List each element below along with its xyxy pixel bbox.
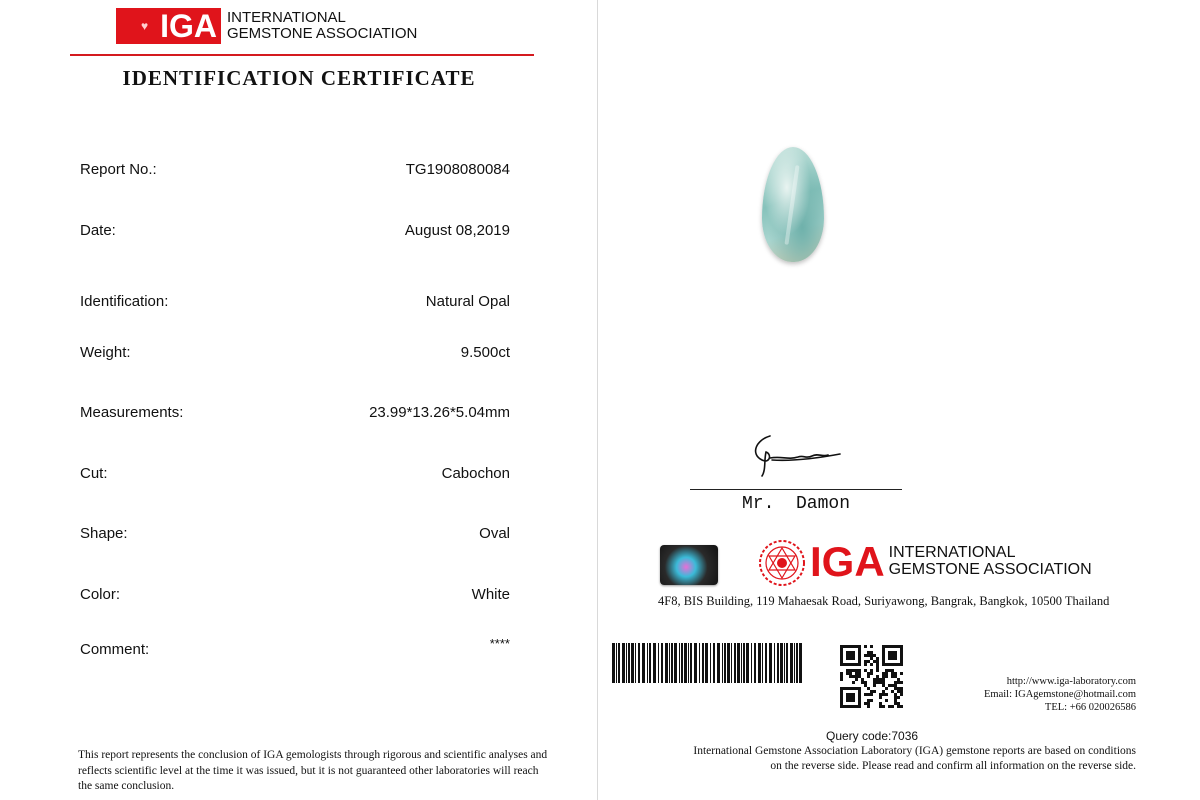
field-value: Oval [479,525,510,542]
field-label: Report No.: [80,161,157,178]
field-label: Identification: [80,293,169,310]
field-value: TG1908080084 [405,161,510,178]
field-label: Shape: [80,525,128,542]
hologram-sticker [660,545,718,585]
logo-abbr: IGA [810,538,885,585]
iga-logo-footer [810,540,1092,584]
signature-line [690,489,902,490]
disclaimer-text: This report represents the conclusion of IGA gemologists through rigorous and scientific analyses and reflects scientific level at the time it was issued, but it is not guaranteed other laboratories will reach the same conclusion. [78,749,548,793]
field-label: Date: [80,222,116,239]
lab-address: 4F8, BIS Building, 119 Mahaesak Road, Suriyawong, Bangrak, Bangkok, 10500 Thailand [658,594,1110,608]
field-value: **** [489,636,510,651]
field-value: August 08,2019 [404,222,510,239]
logo-line-1: INTERNATIONAL [227,9,346,27]
field-label: Comment: [80,641,150,658]
lab-contact [930,675,1136,714]
logo-wordmark [889,545,1092,579]
field-value: White [471,586,510,603]
field-label: Color: [80,586,121,603]
field-label: Measurements: [80,404,184,421]
field-label: Cut: [80,465,108,482]
iga-logo-box [116,8,221,44]
barcode-icon [612,643,802,683]
field-value: 23.99*13.26*5.04mm [369,404,510,421]
iga-seal-icon [757,538,807,588]
field-value: Cabochon [441,465,510,482]
certificate-left-page [0,0,598,800]
logo-line-2: GEMSTONE ASSOCIATION [227,25,418,42]
iga-logo-header [116,8,417,44]
query-code: Query code:7036 [826,729,919,743]
logo-line-2: GEMSTONE ASSOCIATION [888,561,1092,578]
field-value: 9.500ct [460,344,510,361]
logo-line-1: INTERNATIONAL [888,544,1016,562]
telephone-text: TEL: +66 020026586 [1044,702,1136,713]
field-label: Weight: [80,344,131,361]
qr-code-icon [838,644,906,710]
field-value: Natural Opal [425,293,510,310]
website-text: http://www.iga-laboratory.com [1006,676,1136,687]
reverse-side-notice: International Gemstone Association Laboratory (IGA) gemstone reports are based on conditions on the reverse side. Please read and confirm all information on the reverse side. [693,745,1136,772]
logo-wordmark [227,10,417,42]
signature-mark [748,430,848,480]
email-text: Email: IGAgemstone@hotmail.com [984,689,1136,700]
certificate-title: IDENTIFICATION CERTIFICATE [122,66,476,90]
iga-logo-box [810,540,885,584]
heart-icon: ♥ [140,19,149,33]
signatory-name: Mr. Damon [741,494,851,514]
logo-abbr: IGA [160,7,217,44]
header-divider [70,54,534,56]
